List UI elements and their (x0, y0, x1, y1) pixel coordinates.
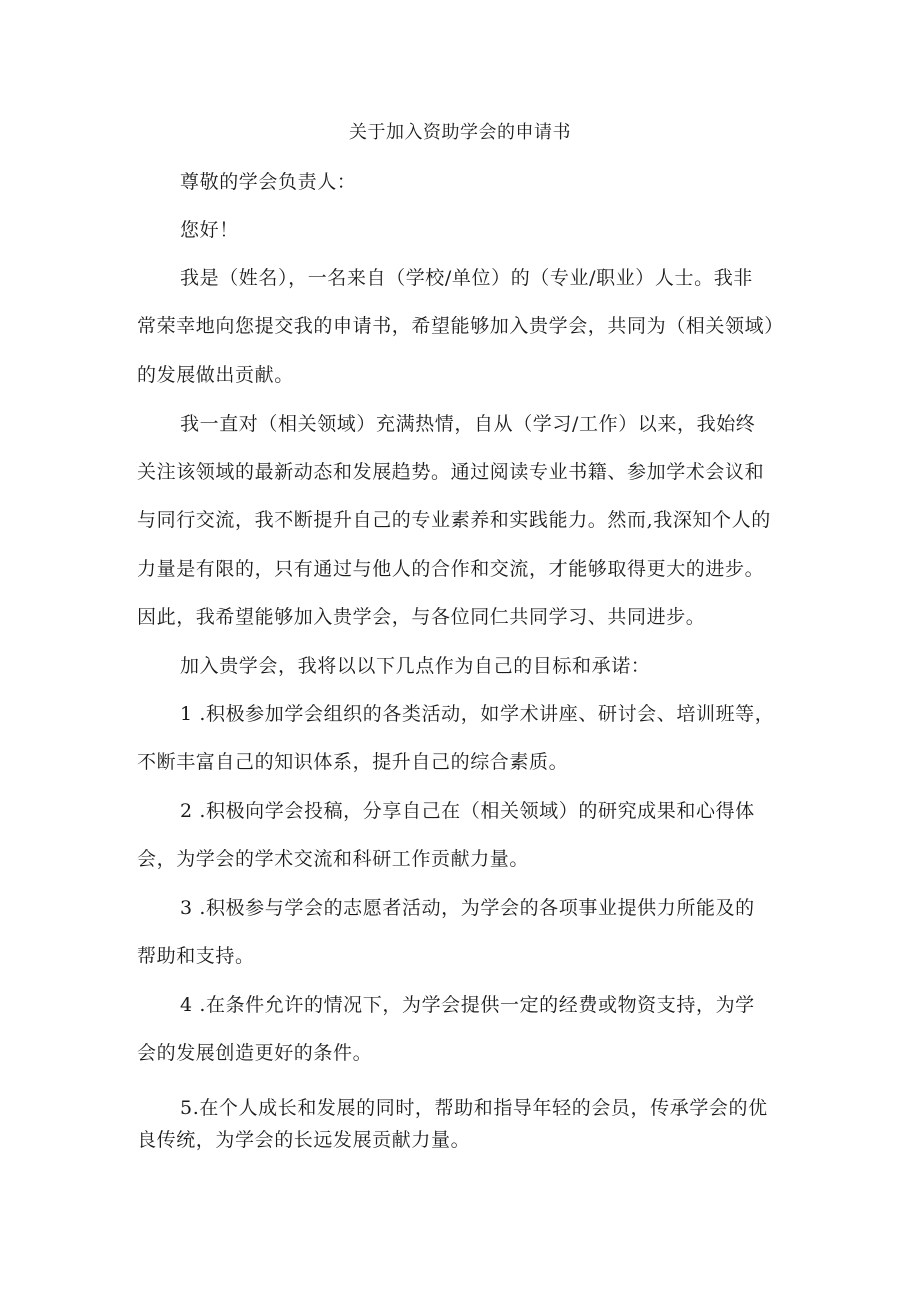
paragraph-1-line-3: 的发展做出贡献。 (137, 364, 294, 386)
item-3-line-1: 3 .积极参与学会的志愿者活动，为学会的各项事业提供力所能及的 (180, 897, 755, 919)
document-title: 关于加入资助学会的申请书 (349, 122, 571, 143)
paragraph-1-line-1: 我是（姓名），一名来自（学校/单位）的（专业/职业）人士。我非 (180, 267, 753, 289)
paragraph-2-line-2: 关注该领域的最新动态和发展趋势。通过阅读专业书籍、参加学术会议和 (137, 461, 765, 483)
paragraph-1-line-2: 常荣幸地向您提交我的申请书，希望能够加入贵学会，共同为（相关领域） (137, 315, 784, 337)
paragraph-2-line-4: 力量是有限的，只有通过与他人的合作和交流，才能够取得更大的进步。 (137, 558, 765, 580)
item-3-line-2: 帮助和支持。 (137, 945, 255, 967)
item-4-line-1: 4 .在条件允许的情况下，为学会提供一定的经费或物资支持，为学 (180, 994, 755, 1016)
salutation: 尊敬的学会负责人： (180, 171, 357, 193)
paragraph-2-line-5: 因此，我希望能够加入贵学会，与各位同仁共同学习、共同进步。 (137, 606, 706, 628)
paragraph-2-line-3: 与同行交流，我不断提升自己的专业素养和实践能力。然而,我深知个人的 (137, 509, 771, 531)
greeting: 您好！ (180, 219, 239, 241)
paragraph-2-line-1: 我一直对（相关领域）充满热情，自从（学习/工作）以来，我始终 (180, 413, 756, 435)
item-4-line-2: 会的发展创造更好的条件。 (137, 1042, 373, 1064)
paragraph-3-line-1: 加入贵学会，我将以以下几点作为自己的目标和承诺： (180, 655, 651, 677)
item-1-line-2: 不断丰富自己的知识体系，提升自己的综合素质。 (137, 751, 569, 773)
item-2-line-2: 会，为学会的学术交流和科研工作贡献力量。 (137, 848, 530, 870)
item-1-line-1: 1 .积极参加学会组织的各类活动，如学术讲座、研讨会、培训班等， (180, 703, 775, 725)
item-5-line-1: 5.在个人成长和发展的同时，帮助和指导年轻的会员，传承学会的优 (180, 1097, 768, 1119)
item-5-line-2: 良传统，为学会的长远发展贡献力量。 (137, 1129, 471, 1151)
item-2-line-1: 2 .积极向学会投稿，分享自己在（相关领域）的研究成果和心得体 (180, 800, 755, 822)
